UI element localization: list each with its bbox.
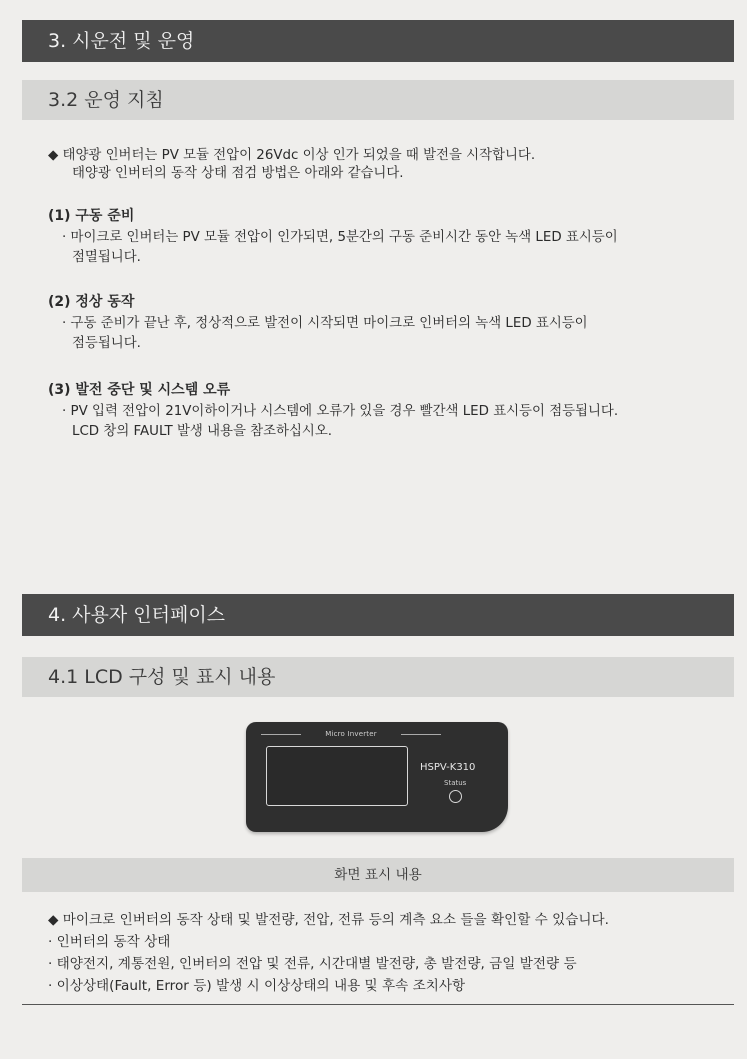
bullet-item: · 인버터의 동작 상태 xyxy=(48,934,171,950)
device-model-label: HSPV-K310 xyxy=(420,762,476,773)
bullet-item: · 이상상태(Fault, Error 등) 발생 시 이상상태의 내용 및 후속 조치사항 xyxy=(48,978,466,994)
section-3-title: 3. 시운전 및 운영 xyxy=(22,20,734,62)
item-3-line-1: · PV 입력 전압이 21V이하이거나 시스템에 오류가 있을 경우 빨간색 LED 표시등이 점등됩니다. xyxy=(62,404,619,419)
item-2-line-2: 점등됩니다. xyxy=(72,336,141,351)
micro-inverter-illustration xyxy=(246,722,508,832)
item-1-heading: (1) 구동 준비 xyxy=(48,208,135,224)
lcd-screen xyxy=(266,746,408,806)
device-status-label: Status xyxy=(444,779,467,787)
bottom-divider xyxy=(22,1004,734,1005)
item-2-line-1: · 구동 준비가 끝난 후, 정상적으로 발전이 시작되면 마이크로 인버터의 녹색 LED 표시등이 xyxy=(62,316,588,331)
section-4-title: 4. 사용자 인터페이스 xyxy=(22,594,734,636)
item-1-line-2: 점멸됩니다. xyxy=(72,250,141,265)
status-led-icon xyxy=(449,790,462,803)
intro-line-2: 태양광 인버터의 동작 상태 점검 방법은 아래와 같습니다. xyxy=(72,166,404,181)
bullet-summary: ◆ 마이크로 인버터의 동작 상태 및 발전량, 전압, 전류 등의 계측 요소 들을 확인할 수 있습니다. xyxy=(48,912,609,928)
item-3-line-2: LCD 창의 FAULT 발생 내용을 참조하십시오. xyxy=(72,424,333,439)
section-3-2-title: 3.2 운영 지침 xyxy=(22,80,734,120)
item-3-heading: (3) 발전 중단 및 시스템 오류 xyxy=(48,382,231,398)
figure-caption: 화면 표시 내용 xyxy=(22,858,734,892)
item-1-line-1: · 마이크로 인버터는 PV 모듈 전압이 인가되면, 5분간의 구동 준비시간 동안 녹색 LED 표시등이 xyxy=(62,230,618,245)
bullet-item: · 태양전지, 계통전원, 인버터의 전압 및 전류, 시간대별 발전량, 총 발전량, 금일 발전량 등 xyxy=(48,956,577,972)
section-4-1-title: 4.1 LCD 구성 및 표시 내용 xyxy=(22,657,734,697)
item-2-heading: (2) 정상 동작 xyxy=(48,294,135,310)
device-brand-label: Micro Inverter xyxy=(301,730,401,738)
intro-line-1: ◆ 태양광 인버터는 PV 모듈 전압이 26Vdc 이상 인가 되었을 때 발전을 시작합니다. xyxy=(48,148,536,163)
